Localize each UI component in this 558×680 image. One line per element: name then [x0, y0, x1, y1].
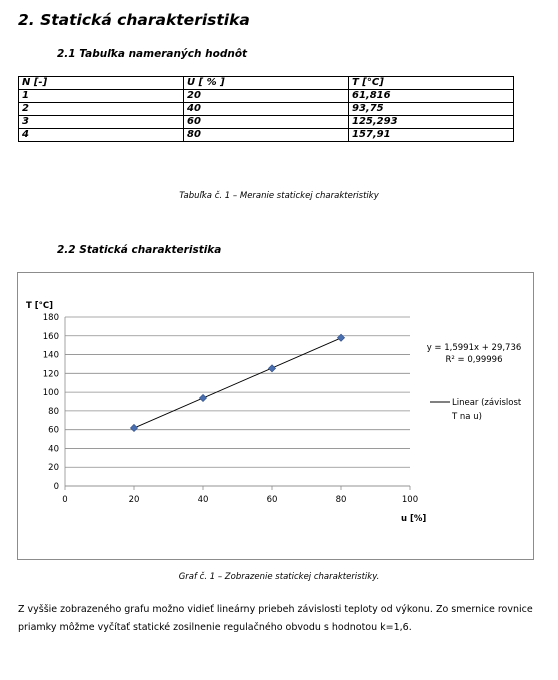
- cell-u: 40: [184, 103, 349, 116]
- y-tick-label: 160: [42, 331, 59, 342]
- table-row: [19, 90, 514, 103]
- table-caption: Tabuľka č. 1 – Meranie statickej charakteristiky: [179, 191, 379, 201]
- cell-u: 80: [184, 129, 349, 142]
- chart-caption: Graf č. 1 – Zobrazenie statickej charakteristiky.: [178, 572, 380, 582]
- cell-n: 1: [19, 90, 184, 103]
- y-axis-label: T [°C]: [26, 301, 54, 311]
- data-point: [199, 394, 206, 401]
- y-tick-label: 40: [48, 444, 59, 455]
- cell-t: 125,293: [349, 116, 514, 129]
- y-tick-label: 120: [42, 369, 59, 380]
- header-u: U [ % ]: [184, 77, 349, 90]
- y-tick-label: 100: [42, 388, 59, 399]
- x-tick-label: 20: [128, 495, 140, 505]
- conclusion-paragraph: Z vyššie zobrazeného grafu možno vidieť lineárny priebeh závislosti teploty od výkonu. Zo smernice rovnice priamky môžme vyčítať statické zosilnenie regulačného obvodu s hodnotou k=1,6.: [18, 604, 533, 633]
- y-tick-label: 60: [48, 425, 59, 436]
- x-tick-label: 60: [266, 495, 278, 505]
- cell-t: 157,91: [349, 129, 514, 142]
- data-point: [337, 334, 344, 341]
- cell-t: 61,816: [349, 90, 514, 103]
- chart-subsection-title: 2.2 Statická charakteristika: [57, 244, 222, 256]
- table-row: [19, 116, 514, 129]
- x-tick-label: 100: [401, 495, 419, 505]
- table-row: [19, 103, 514, 116]
- cell-n: 2: [19, 103, 184, 116]
- y-tick-label: 140: [42, 350, 59, 361]
- static-characteristic-chart: [18, 273, 533, 559]
- x-tick-label: 80: [335, 495, 347, 505]
- cell-t: 93,75: [349, 103, 514, 116]
- cell-u: 20: [184, 90, 349, 103]
- chart-frame: [17, 272, 534, 560]
- data-point: [268, 365, 275, 372]
- table-header-row: [19, 77, 514, 90]
- x-axis-label: u [%]: [401, 514, 427, 524]
- trend-equation: y = 1,5991x + 29,736: [426, 343, 522, 353]
- measurement-table: [18, 76, 514, 142]
- x-tick-label: 40: [197, 495, 209, 505]
- y-tick-label: 80: [48, 406, 59, 417]
- y-tick-label: 20: [48, 463, 59, 474]
- section-title: 2. Statická charakteristika: [18, 11, 250, 29]
- x-tick-label: 0: [62, 495, 68, 505]
- legend-label-line1: Linear (závislost: [452, 398, 522, 408]
- r-squared: R² = 0,99996: [445, 355, 503, 365]
- cell-n: 4: [19, 129, 184, 142]
- cell-n: 3: [19, 116, 184, 129]
- y-tick-label: 0: [53, 482, 59, 492]
- table-row: [19, 129, 514, 142]
- legend-label-line2: T na u): [452, 412, 482, 422]
- header-t: T [°C]: [349, 77, 514, 90]
- cell-u: 60: [184, 116, 349, 129]
- y-tick-label: 180: [42, 313, 59, 323]
- header-n: N [-]: [19, 77, 184, 90]
- data-point: [130, 424, 137, 431]
- linear-trendline: [134, 338, 341, 428]
- table-subsection-title: 2.1 Tabuľka nameraných hodnôt: [57, 48, 248, 60]
